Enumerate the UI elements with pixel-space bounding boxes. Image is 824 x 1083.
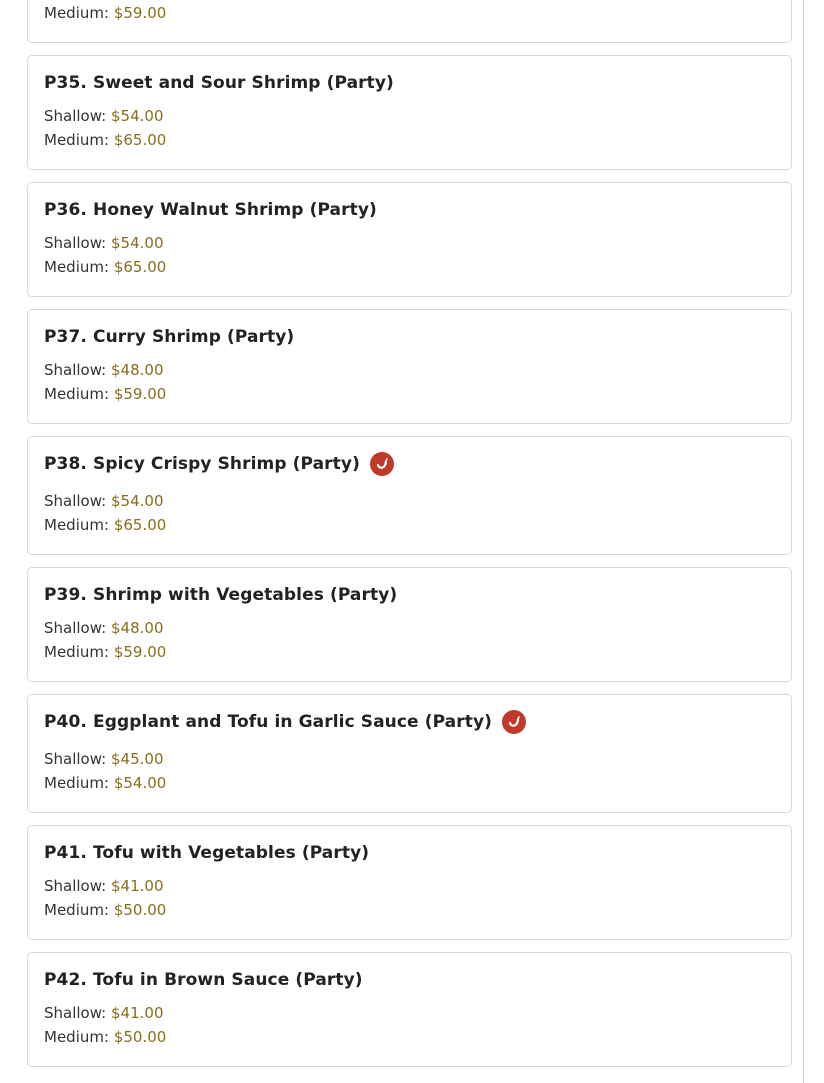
price-value: $59.00 xyxy=(113,4,167,22)
menu-item-card[interactable] xyxy=(27,436,792,555)
price-value: $59.00 xyxy=(113,385,167,403)
price-medium xyxy=(44,898,775,922)
menu-item-title-row xyxy=(44,582,775,608)
price-medium xyxy=(44,382,775,406)
price-value: $54.00 xyxy=(111,492,164,510)
menu-item-title: P42. Tofu in Brown Sauce (Party) xyxy=(44,970,363,990)
size-label: Shallow: xyxy=(44,492,107,510)
menu-item-title-row xyxy=(44,967,775,993)
price-value: $41.00 xyxy=(111,877,164,895)
menu-item-title-row xyxy=(44,70,775,96)
price-value: $48.00 xyxy=(111,619,164,637)
menu-item-card[interactable] xyxy=(27,567,792,682)
price-value: $65.00 xyxy=(113,258,167,276)
price-value: $45.00 xyxy=(111,750,164,768)
menu-item-card[interactable] xyxy=(27,182,792,297)
size-label: Shallow: xyxy=(44,619,107,637)
size-label: Shallow: xyxy=(44,107,107,125)
menu-item-card[interactable] xyxy=(27,825,792,940)
price-value: $50.00 xyxy=(113,901,167,919)
size-label: Shallow: xyxy=(44,234,107,252)
price-medium xyxy=(44,128,775,152)
price-shallow xyxy=(44,489,775,513)
menu-item-title: P38. Spicy Crispy Shrimp (Party) xyxy=(44,454,360,474)
menu-item-title: P39. Shrimp with Vegetables (Party) xyxy=(44,585,398,605)
menu-item-card[interactable] xyxy=(27,0,792,43)
menu-item-title-row xyxy=(44,840,775,866)
size-label: Medium: xyxy=(44,4,110,22)
price-medium xyxy=(44,513,775,537)
price-value: $54.00 xyxy=(113,774,167,792)
price-value: $48.00 xyxy=(111,361,164,379)
menu-item-title: P37. Curry Shrimp (Party) xyxy=(44,327,295,347)
size-label: Shallow: xyxy=(44,1004,107,1022)
price-shallow xyxy=(44,231,775,255)
menu-item-title-row xyxy=(44,707,775,737)
size-label: Medium: xyxy=(44,1028,110,1046)
menu-item-card[interactable] xyxy=(27,952,792,1067)
menu-item-title: P40. Eggplant and Tofu in Garlic Sauce (Party) xyxy=(44,712,493,732)
chili-pepper-icon xyxy=(502,710,526,734)
menu-item-title: P36. Honey Walnut Shrimp (Party) xyxy=(44,200,377,220)
menu-item-title-row xyxy=(44,449,775,479)
size-label: Medium: xyxy=(44,516,110,534)
price-medium xyxy=(44,1,775,25)
size-label: Medium: xyxy=(44,385,110,403)
price-medium xyxy=(44,640,775,664)
price-shallow xyxy=(44,616,775,640)
scrollbar-divider xyxy=(803,0,804,1083)
price-value: $65.00 xyxy=(113,131,167,149)
size-label: Shallow: xyxy=(44,750,107,768)
menu-item-title-row xyxy=(44,324,775,350)
price-medium xyxy=(44,255,775,279)
size-label: Shallow: xyxy=(44,361,107,379)
menu-item-list xyxy=(27,0,792,1079)
price-value: $65.00 xyxy=(113,516,167,534)
size-label: Medium: xyxy=(44,258,110,276)
menu-item-card[interactable] xyxy=(27,309,792,424)
menu-item-title: P35. Sweet and Sour Shrimp (Party) xyxy=(44,73,394,93)
menu-item-card[interactable] xyxy=(27,694,792,813)
size-label: Shallow: xyxy=(44,877,107,895)
price-shallow xyxy=(44,1001,775,1025)
price-medium xyxy=(44,771,775,795)
menu-item-title-row xyxy=(44,197,775,223)
price-shallow xyxy=(44,104,775,128)
chili-pepper-icon xyxy=(370,452,394,476)
price-value: $41.00 xyxy=(111,1004,164,1022)
price-value: $54.00 xyxy=(111,107,164,125)
size-label: Medium: xyxy=(44,774,110,792)
menu-item-card[interactable] xyxy=(27,55,792,170)
size-label: Medium: xyxy=(44,901,110,919)
price-shallow xyxy=(44,747,775,771)
price-medium xyxy=(44,1025,775,1049)
price-value: $54.00 xyxy=(111,234,164,252)
price-value: $59.00 xyxy=(113,643,167,661)
size-label: Medium: xyxy=(44,643,110,661)
price-value: $50.00 xyxy=(113,1028,167,1046)
price-shallow xyxy=(44,874,775,898)
size-label: Medium: xyxy=(44,131,110,149)
menu-item-title: P41. Tofu with Vegetables (Party) xyxy=(44,843,370,863)
price-shallow xyxy=(44,358,775,382)
